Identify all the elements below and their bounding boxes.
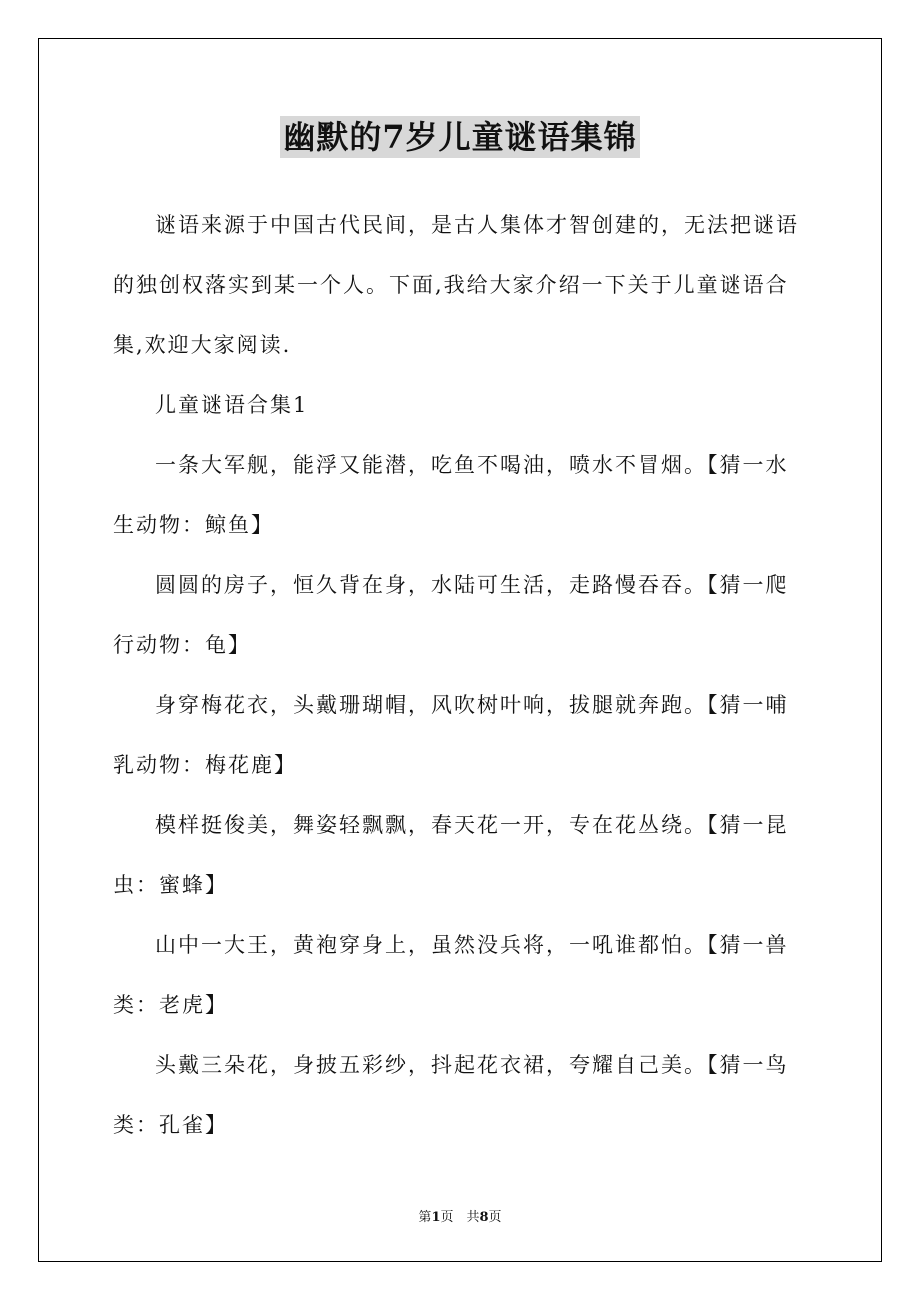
document-title [0,112,920,158]
riddle-paragraph: 头戴三朵花，身披五彩纱，抖起花衣裙，夸耀自己美。【猜一鸟类：孔雀】 [113,1053,789,1137]
footer-current-page: 1 [431,1210,441,1225]
footer-mid: 页 共 [440,1210,480,1225]
riddle-paragraph: 山中一大王，黄袍穿身上，虽然没兵将，一吼谁都怕。【猜一兽类：老虎】 [113,933,789,1017]
footer-total-pages: 8 [479,1210,489,1225]
title-text: 幽默的7岁儿童谜语集锦 [280,116,639,158]
intro-paragraph: 谜语来源于中国古代民间，是古人集体才智创建的，无法把谜语的独创权落实到某一个人。下面,我给大家介绍一下关于儿童谜语合集,欢迎大家阅读. [113,213,799,357]
footer-suffix: 页 [488,1210,502,1225]
document-body [113,195,803,1155]
page-footer [0,1206,920,1225]
riddle-paragraph: 圆圆的房子，恒久背在身，水陆可生活，走路慢吞吞。【猜一爬行动物：龟】 [113,573,789,657]
footer-prefix: 第 [418,1210,432,1225]
riddle-paragraph: 身穿梅花衣，头戴珊瑚帽，风吹树叶响，拔腿就奔跑。【猜一哺乳动物：梅花鹿】 [113,693,789,777]
section-heading: 儿童谜语合集1 [155,393,309,417]
riddle-paragraph: 一条大军舰，能浮又能潜，吃鱼不喝油，喷水不冒烟。【猜一水生动物：鲸鱼】 [113,453,789,537]
riddle-paragraph: 模样挺俊美，舞姿轻飘飘，春天花一开，专在花丛绕。【猜一昆虫：蜜蜂】 [113,813,789,897]
